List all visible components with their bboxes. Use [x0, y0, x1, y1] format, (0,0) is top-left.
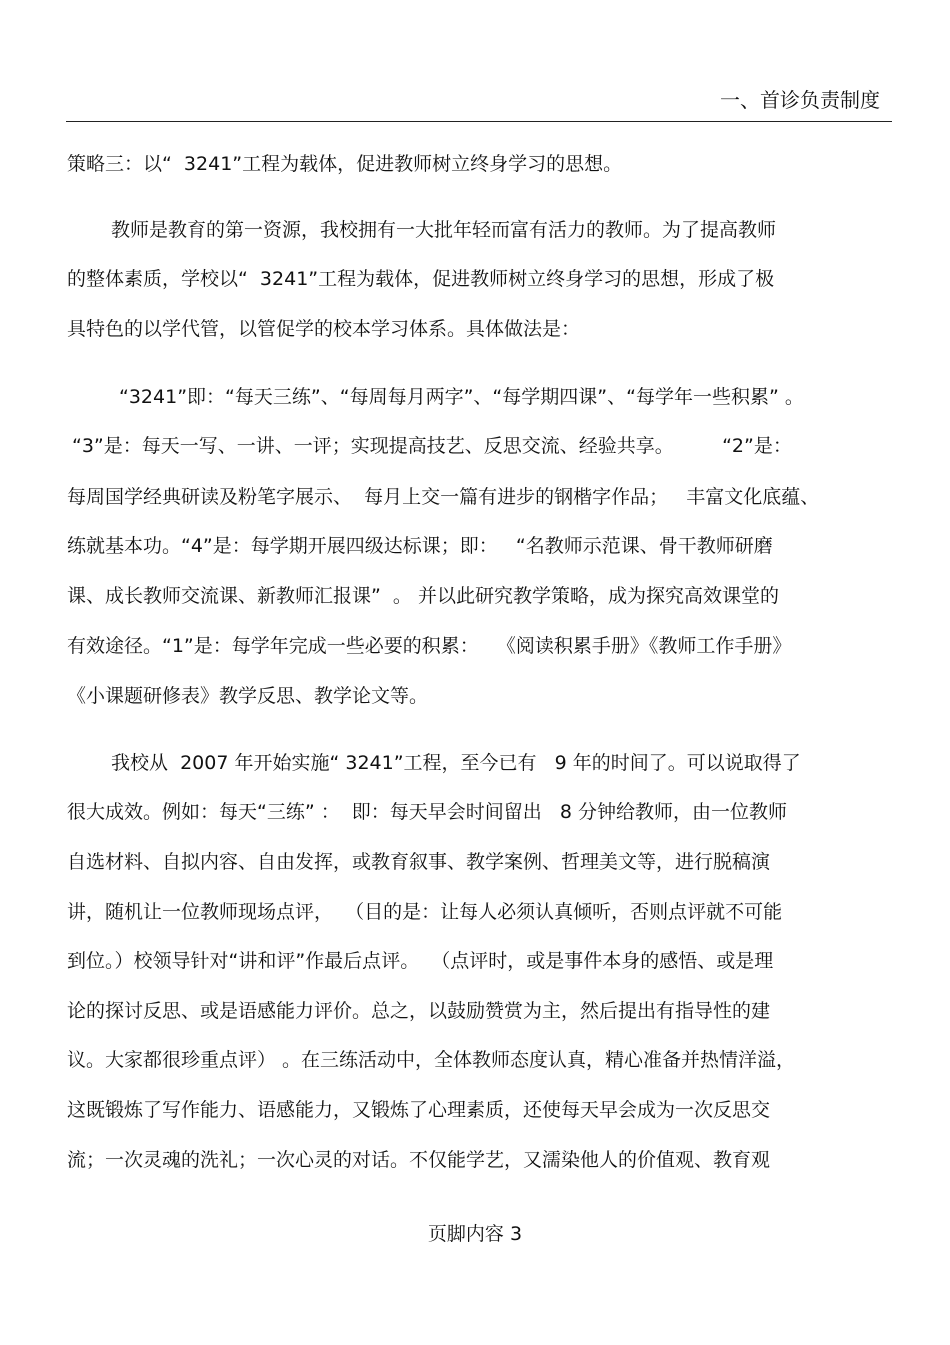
text-line: 自选材料、自拟内容、自由发挥，或教育叙事、教学案例、哲理美文等，进行脱稿演 — [67, 851, 771, 873]
text-line: 《小课题研修表》教学反思、教学论文等。 — [67, 685, 429, 707]
text-line: 讲，随机让一位教师现场点评， （目的是：让每人必须认真倾听，否则点评就不可能 — [67, 901, 783, 923]
text-line: 到位。）校领导针对“讲和评”作最后点评。 （点评时，或是事件本身的感悟、或是理 — [67, 950, 774, 972]
text-line: 练就基本功。“4”是：每学期开展四级达标课；即： “名教师示范课、骨干教师研磨 — [67, 535, 773, 557]
text-line: 具特色的以学代管，以管促学的校本学习体系。具体做法是： — [67, 318, 581, 340]
text-line: 有效途径。“1”是：每学年完成一些必要的积累： 《阅读积累手册》《教师工作手册》 — [67, 635, 792, 657]
text-line: 教师是教育的第一资源，我校拥有一大批年轻而富有活力的教师。为了提高教师 — [111, 219, 777, 241]
text-line: “3241”即：“每天三练”、“每周每月两字”、“每学期四课”、“每学年一些积累” 。 — [119, 386, 804, 408]
header-title: 一、首诊负责制度 — [720, 88, 880, 112]
text-line: “3”是：每天一写、一讲、一评；实现提高技艺、反思交流、经验共享。 “2”是： — [72, 435, 792, 457]
text-line: 的整体素质，学校以“ 3241”工程为载体，促进教师树立终身学习的思想，形成了极 — [67, 268, 775, 290]
text-line: 这既锻炼了写作能力、语感能力，又锻炼了心理素质，还使每天早会成为一次反思交 — [67, 1099, 771, 1121]
page-footer: 页脚内容 3 — [427, 1223, 523, 1245]
text-line: 论的探讨反思、或是语感能力评价。总之，以鼓励赞赏为主，然后提出有指导性的建 — [67, 1000, 771, 1022]
text-line: 议。大家都很珍重点评） 。在三练活动中，全体教师态度认真，精心准备并热情洋溢， — [67, 1049, 796, 1071]
header-divider — [66, 121, 892, 122]
text-line: 课、成长教师交流课、新教师汇报课” 。 并以此研究教学策略，成为探究高效课堂的 — [67, 585, 779, 607]
text-line: 每周国学经典研读及粉笔字展示、 每月上交一篇有进步的钢楷字作品； 丰富文化底蕴、 — [67, 486, 820, 508]
text-line: 流；一次灵魂的洗礼；一次心灵的对话。不仅能学艺，又濡染他人的价值观、教育观 — [67, 1149, 771, 1171]
text-line: 很大成效。例如：每天“三练” ： 即：每天早会时间留出 8 分钟给教师，由一位教师 — [67, 801, 788, 823]
text-line: 我校从 2007 年开始实施“ 3241”工程，至今已有 9 年的时间了。可以说取得了 — [111, 752, 801, 774]
text-line: 策略三：以“ 3241”工程为载体，促进教师树立终身学习的思想。 — [67, 153, 623, 175]
